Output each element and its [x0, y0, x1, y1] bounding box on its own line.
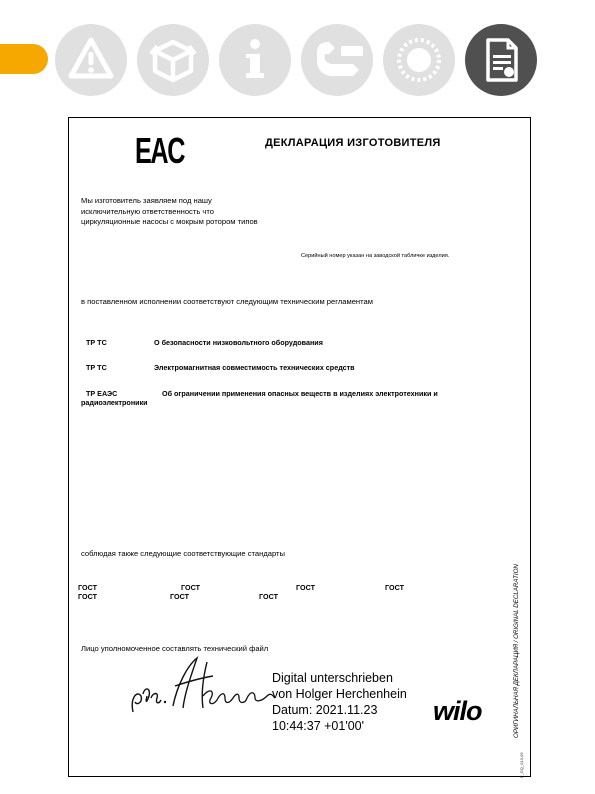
- regulation-code: ТР ЕАЭС: [86, 389, 118, 398]
- serial-note: Серийный номер указан на заводской табличке изделия.: [301, 253, 450, 259]
- original-declaration-side-text: ОРИГИНАЛЬНАЯ ДЕКЛАРАЦИЯ / ORIGINAL DECLARATION: [513, 564, 520, 738]
- digital-signature-line-2: von Holger Herchenhein: [272, 687, 407, 701]
- info-icon[interactable]: [219, 24, 291, 96]
- standard-item: ГОСТ: [78, 592, 97, 601]
- standard-item: ГОСТ: [385, 583, 404, 592]
- standard-item: ГОСТ: [259, 592, 278, 601]
- regulation-text: Об ограничении применения опасных веществ в изделиях электротехники и: [162, 389, 438, 398]
- standard-item: ГОСТ: [181, 583, 200, 592]
- handwritten-signature: [121, 646, 281, 730]
- intro-line-1: Мы изготовитель заявляем под нашу: [81, 196, 212, 205]
- digital-signature-line-4: 10:44:37 +01'00': [272, 719, 365, 733]
- wrench-tool-icon[interactable]: [301, 24, 373, 96]
- regulation-code: ТР ТС: [86, 363, 107, 372]
- digital-signature-line-3: Datum: 2021.11.23: [272, 703, 378, 717]
- regulation-text: О безопасности низковольтного оборудования: [154, 338, 323, 347]
- standard-item: ГОСТ: [296, 583, 315, 592]
- responsible-person-label: Лицо уполномоченное составлять технический файл: [81, 644, 269, 653]
- standard-item: ГОСТ: [78, 583, 97, 592]
- section-tab-marker: [0, 44, 48, 74]
- declaration-sheet: [68, 117, 531, 777]
- eac-mark: EAC: [135, 130, 185, 171]
- regulations-intro: в поставленном исполнении соответствуют следующим техническим регламентам: [81, 297, 373, 306]
- standards-intro: соблюдая также следующие соответствующие стандарты: [81, 549, 285, 558]
- form-code: F_GQ_013-09: [519, 752, 524, 778]
- regulation-text-continued: радиоэлектроники: [81, 398, 148, 407]
- intro-line-2: исключительную ответственность что: [81, 207, 214, 216]
- document-title: ДЕКЛАРАЦИЯ ИЗГОТОВИТЕЛЯ: [265, 137, 441, 149]
- digital-signature-line-1: Digital unterschrieben: [272, 671, 393, 685]
- intro-line-3: циркуляционные насосы с мокрым ротором типов: [81, 217, 258, 226]
- package-box-icon[interactable]: [137, 24, 209, 96]
- regulation-code: ТР ТС: [86, 338, 107, 347]
- dial-gauge-icon[interactable]: [383, 24, 455, 96]
- document-certificate-icon[interactable]: [465, 24, 537, 96]
- regulation-text: Электромагнитная совместимость технических средств: [154, 363, 355, 372]
- wilo-logo: wilo: [433, 696, 482, 726]
- warning-icon[interactable]: [55, 24, 127, 96]
- standard-item: ГОСТ: [170, 592, 189, 601]
